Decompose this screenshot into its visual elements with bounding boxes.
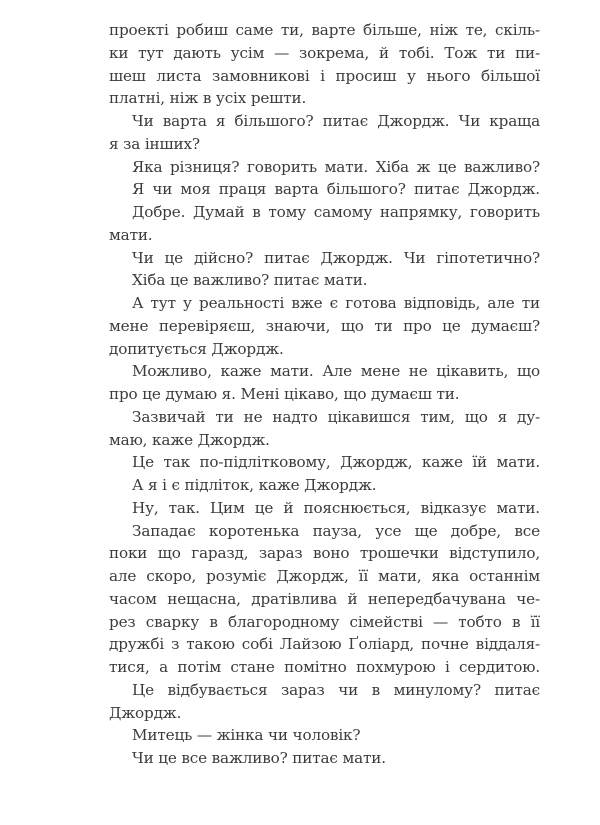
text-line: дружбі з такою собі Лайзою Ґоліард, почне віддаля- (109, 635, 540, 654)
text-line: Чи це все важливо? питає мати. (132, 749, 386, 767)
book-page-text (109, 19, 540, 770)
text-line: Западає коротенька пауза, усе ще добре, все (132, 521, 540, 540)
text-line: тися, а потім стане помітно похмурою і сердитою. (109, 658, 540, 676)
text-line: А тут у реальності вже є готова відповідь, але ти (132, 294, 540, 312)
text-line: Зазвичай ти не надто цікавишся тим, що я ду- (132, 407, 540, 426)
text-line: А я і є підліток, каже Джордж. (132, 476, 377, 494)
text-line: часом нещасна, дратівлива й непередбачувана че- (109, 589, 540, 608)
text-line: Хіба це важливо? питає мати. (132, 271, 368, 290)
text-line: мене перевіряєш, знаючи, що ти про це думаєш? (109, 316, 540, 335)
text-line: рез сварку в благородному сімействі — тобто в її (109, 612, 540, 631)
text-line: про це думаю я. Мені цікаво, що думаєш ти. (109, 385, 460, 403)
text-line: Яка різниця? говорить мати. Хіба ж це важливо? (132, 157, 540, 176)
text-line: Можливо, каже мати. Але мене не цікавить, що (132, 362, 540, 381)
text-line: платні, ніж в усіх решти. (109, 89, 307, 108)
text-line: Джордж. (109, 703, 182, 722)
text-line: Чи це дійсно? питає Джордж. Чи гіпотетично? (132, 248, 540, 267)
text-line: шеш листа замовникові і просиш у нього більшої (109, 66, 540, 85)
text-line: мати. (109, 225, 153, 244)
text-line: Чи варта я більшого? питає Джордж. Чи краща (132, 112, 540, 130)
text-line: ки тут дають усім — зокрема, й тобі. Тож ти пи- (109, 43, 540, 62)
text-line: Митець — жінка чи чоловік? (132, 726, 361, 745)
text-line: Добре. Думай в тому самому напрямку, говорить (132, 203, 540, 221)
text-line: допитується Джордж. (109, 339, 284, 358)
text-line: проекті робиш саме ти, варте більше, ніж те, скіль- (109, 21, 540, 39)
text-line: поки що гаразд, зараз воно трошечки відступило, (109, 544, 540, 563)
text-line: я за інших? (109, 134, 200, 153)
text-line: Це так по-підлітковому, Джордж, каже їй мати. (132, 453, 540, 472)
text-line: маю, каже Джордж. (109, 430, 270, 449)
text-line: Я чи моя праця варта більшого? питає Джордж. (132, 180, 540, 199)
text-line: Ну, так. Цим це й пояснюється, відказує мати. (132, 498, 540, 517)
text-line: Це відбувається зараз чи в минулому? питає (132, 680, 540, 699)
text-line: але скоро, розуміє Джордж, її мати, яка останнім (109, 567, 540, 585)
